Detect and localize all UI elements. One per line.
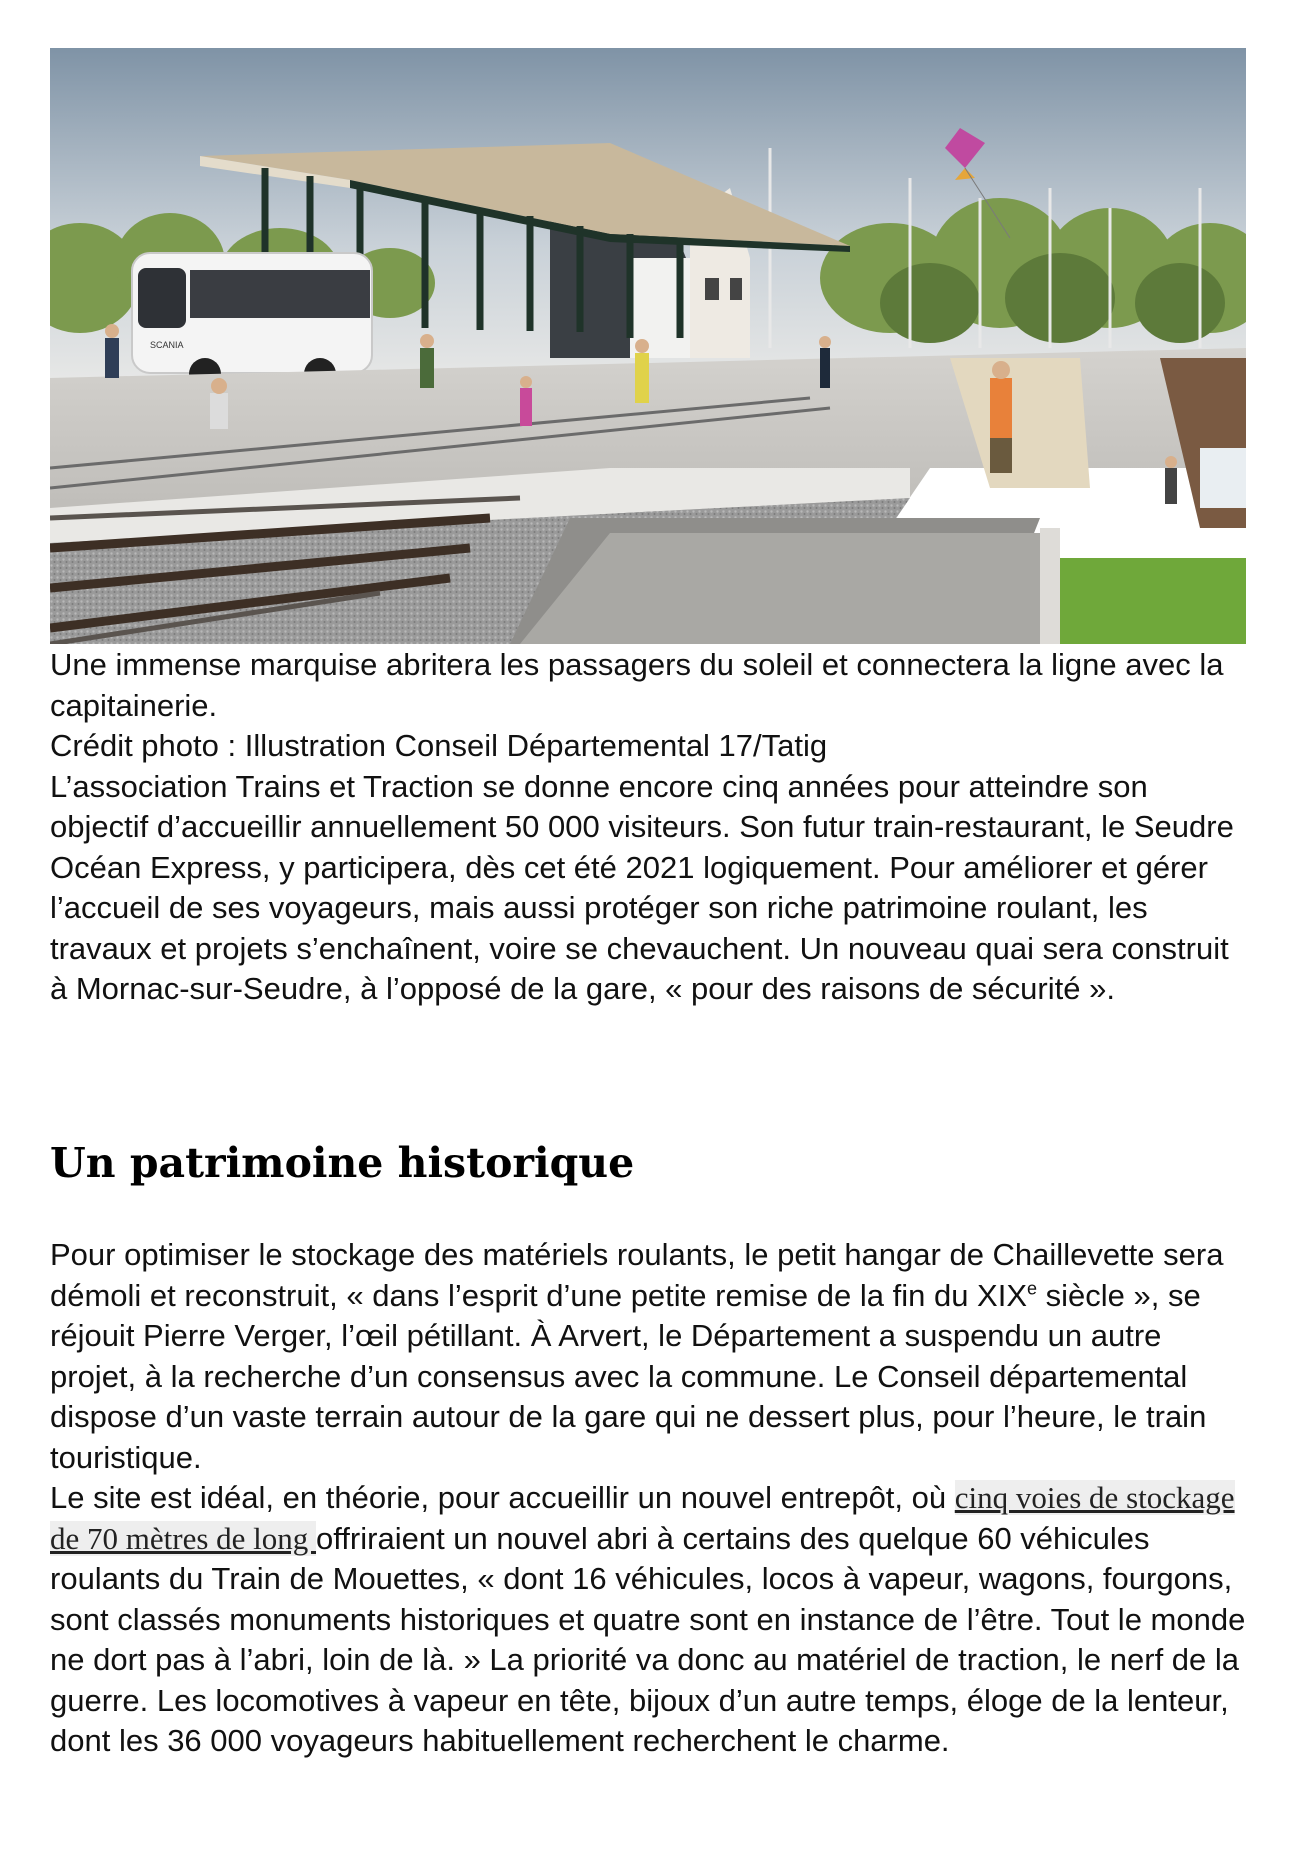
storage-tracks-link[interactable]: cinq voies de stockage de 70 mètres de long: [50, 1480, 1235, 1556]
station-illustration: [50, 48, 1246, 644]
bus-label: SCANIA: [150, 340, 184, 350]
body-paragraph-2: [50, 1478, 1250, 1762]
photo-credit: Crédit photo : Illustration Conseil Départemental 17/Tatig: [50, 728, 828, 763]
body-paragraph-2-rest: offriraient un nouvel abri à certains des quelque 60 véhicules roulants du Train de Mouettes, « dont 16 véhicules, locos à vapeur, wagons, fourgons, sont classés monuments historiques et quatre sont en instance de l’être. Tout le monde ne dort pas à l’abri, loin de là. » La priorité va donc au matériel de traction, le nerf de la guerre. Les locomotives à vapeur en tête, bijoux d’un autre temps, éloge de la lenteur, dont les 36 000 voyageurs habituellement recherchent le charme.: [50, 1520, 1246, 1758]
superscript-e: e: [1027, 1278, 1038, 1299]
body-paragraph-1: [50, 1235, 1250, 1478]
bus: [132, 253, 372, 390]
photo-caption: Une immense marquise abritera les passagers du soleil et connectera la ligne avec la capitainerie.: [50, 647, 1224, 723]
body-paragraph-1-part1: Pour optimiser le stockage des matériels roulants, le petit hangar de Chaillevette sera démoli et reconstruit, « dans l’esprit d’une petite remise de la fin du XIX: [50, 1237, 1224, 1313]
caption-and-intro: [50, 645, 1250, 1010]
body-paragraph-1-part2: siècle », se réjouit Pierre Verger, l’œil pétillant. À Arvert, le Département a suspendu un autre projet, à la recherche d’un consensus avec la commune. Le Conseil départemental dispose d’un vaste terrain autour de la gare qui ne dessert plus, pour l’heure, le train touristique.: [50, 1277, 1207, 1475]
intro-paragraph: L’association Trains et Traction se donne encore cinq années pour atteindre son objectif d’accueillir annuellement 50 000 visiteurs. Son futur train-restaurant, le Seudre Océan Express, y participera, dès cet été 2021 logiquement. Pour améliorer et gérer l’accueil de ses voyageurs, mais aussi protéger son riche patrimoine roulant, les travaux et projets s’enchaînent, voire se chevauchent. Un nouveau quai sera construit à Mornac-sur-Seudre, à l’opposé de la gare, « pour des raisons de sécurité ».: [50, 768, 1234, 1006]
body-text: [50, 1235, 1250, 1762]
station-illustration-image: [50, 48, 1246, 644]
section-heading: Un patrimoine historique: [50, 1139, 635, 1187]
body-paragraph-2-intro: Le site est idéal, en théorie, pour accueillir un nouvel entrepôt, où: [50, 1480, 955, 1515]
